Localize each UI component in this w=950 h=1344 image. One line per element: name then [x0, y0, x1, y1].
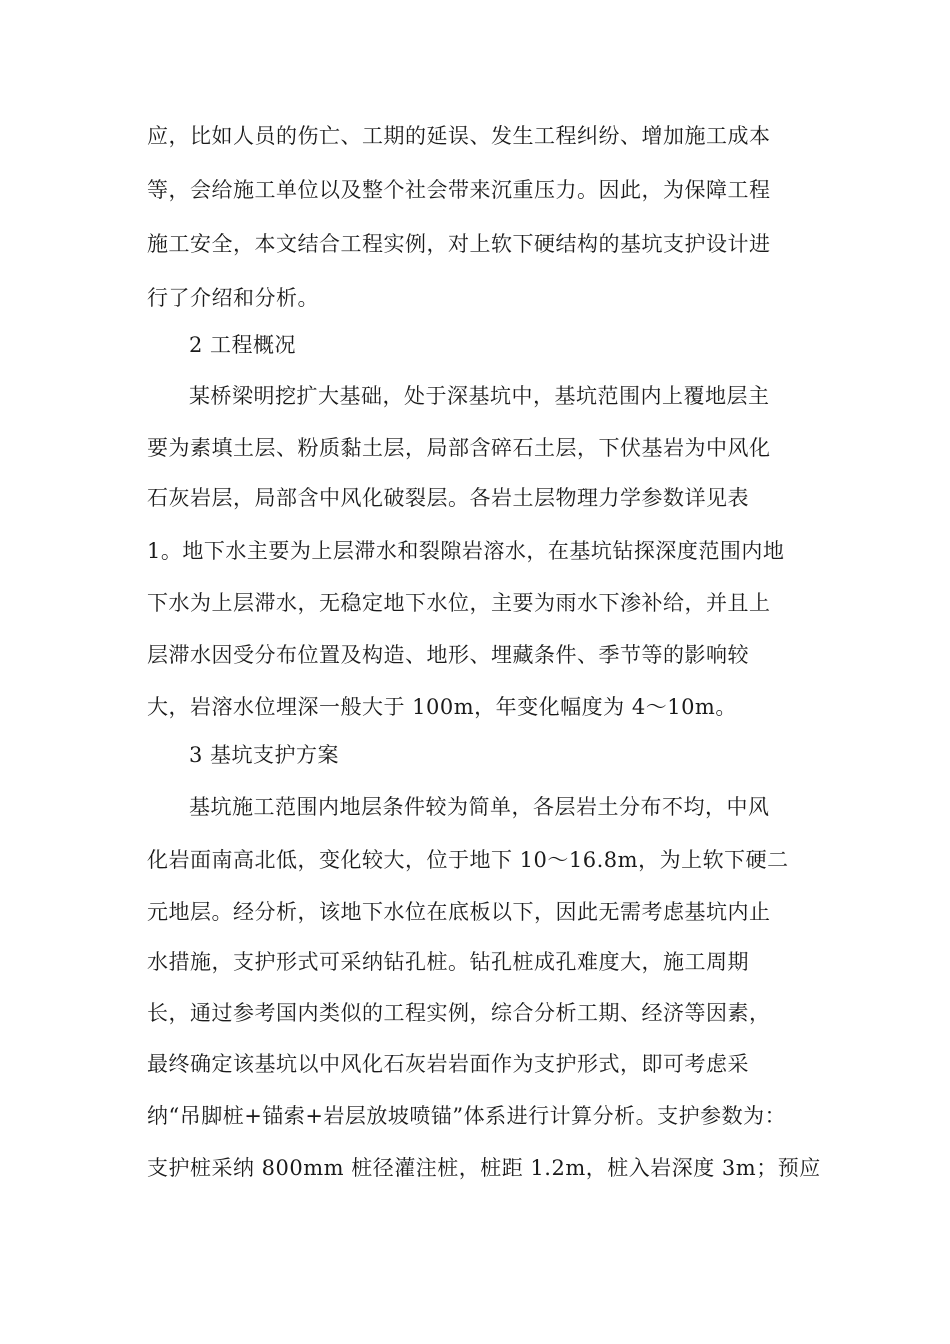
paragraph-line: 基坑施工范围内地层条件较为简单，各层岩土分布不均，中风	[189, 795, 770, 819]
paragraph-line: 最终确定该基坑以中风化石灰岩岩面作为支护形式，即可考虑采	[147, 1052, 749, 1076]
paragraph-line: 石灰岩层，局部含中风化破裂层。各岩土层物理力学参数详见表	[147, 486, 749, 510]
paragraph-line: 行了介绍和分析。	[147, 286, 319, 310]
paragraph-line: 大，岩溶水位埋深一般大于 100m，年变化幅度为 4～10m。	[147, 695, 737, 719]
paragraph-line: 1。地下水主要为上层滞水和裂隙岩溶水，在基坑钻探深度范围内地	[147, 539, 785, 563]
paragraph-line: 应，比如人员的伤亡、工期的延误、发生工程纠纷、增加施工成本	[147, 124, 771, 148]
paragraph-line: 下水为上层滞水，无稳定地下水位，主要为雨水下渗补给，并且上	[147, 591, 771, 615]
paragraph-line: 层滞水因受分布位置及构造、地形、埋藏条件、季节等的影响较	[147, 643, 749, 667]
paragraph-line: 化岩面南高北低，变化较大，位于地下 10～16.8m，为上软下硬二	[147, 848, 789, 872]
section-heading: 3 基坑支护方案	[189, 743, 340, 767]
paragraph-line: 支护桩采纳 800mm 桩径灌注桩，桩距 1.2m，桩入岩深度 3m；预应	[147, 1156, 821, 1180]
paragraph-line: 长，通过参考国内类似的工程实例，综合分析工期、经济等因素，	[147, 1001, 771, 1025]
paragraph-line: 某桥梁明挖扩大基础，处于深基坑中，基坑范围内上覆地层主	[189, 384, 770, 408]
paragraph-line: 水措施，支护形式可采纳钻孔桩。钻孔桩成孔难度大，施工周期	[147, 950, 749, 974]
section-heading: 2 工程概况	[189, 333, 297, 357]
paragraph-line: 元地层。经分析，该地下水位在底板以下，因此无需考虑基坑内止	[147, 900, 771, 924]
paragraph-line: 等，会给施工单位以及整个社会带来沉重压力。因此，为保障工程	[147, 178, 771, 202]
paragraph-line: 施工安全，本文结合工程实例，对上软下硬结构的基坑支护设计进	[147, 232, 771, 256]
paragraph-line: 纳“吊脚桩+锚索+岩层放坡喷锚”体系进行计算分析。支护参数为：	[147, 1104, 787, 1128]
paragraph-line: 要为素填土层、粉质黏土层，局部含碎石土层，下伏基岩为中风化	[147, 436, 771, 460]
